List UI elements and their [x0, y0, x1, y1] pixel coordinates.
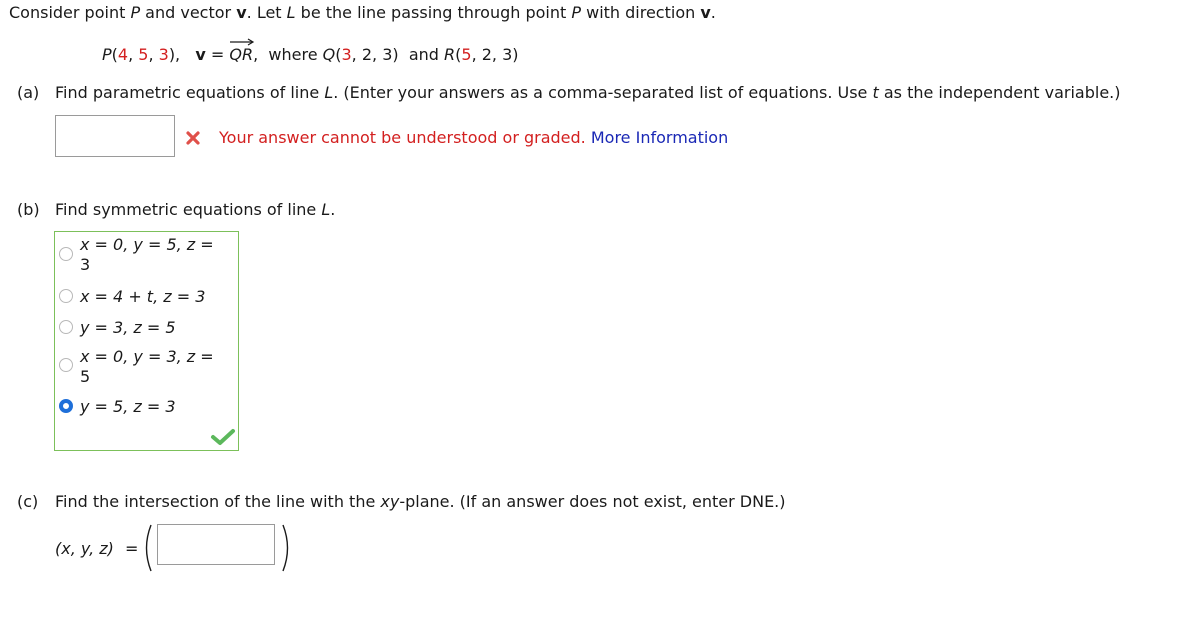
q-text: -plane. (If an answer does not exist, enter DNE.) [399, 492, 786, 511]
paren: ) [512, 45, 519, 64]
sep: , [148, 45, 159, 64]
x-mark-icon [186, 131, 200, 145]
line-L: L [324, 83, 334, 102]
q-coord: 3 [341, 45, 352, 64]
where-text: where [268, 45, 323, 64]
paren: ( [335, 45, 342, 64]
intro-text: and vector [140, 3, 237, 22]
radio-option-5-selected[interactable] [59, 399, 73, 413]
q-text: . [330, 200, 336, 219]
error-text: Your answer cannot be understood or graded. [219, 128, 586, 147]
option-1-line1: x = 0, y = 5, z = [80, 235, 214, 254]
point-R: R [444, 45, 456, 64]
and-text: and [408, 45, 444, 64]
problem-statement [9, 3, 716, 22]
sep: , [351, 45, 362, 64]
part-a-answer-input[interactable] [55, 115, 175, 157]
sep: , [471, 45, 482, 64]
more-information-link[interactable]: More Information [590, 128, 729, 147]
r-coord: 3 [502, 45, 513, 64]
option-4-line2: 5 [80, 367, 91, 386]
xy-text: xy [380, 492, 400, 511]
part-c-label: (c) [17, 492, 39, 511]
q-text: Find symmetric equations of line [55, 200, 322, 219]
intro-text: . Let [246, 3, 287, 22]
vector-QR [229, 45, 253, 64]
sep: , [372, 45, 383, 64]
option-5-line1: y = 5, z = 3 [80, 397, 176, 416]
q-coord: 3 [382, 45, 393, 64]
xyz-label: (x, y, z) [55, 539, 114, 558]
comma: , [253, 45, 259, 64]
part-b-question [55, 200, 335, 219]
option-4-line1: x = 0, y = 3, z = [80, 347, 214, 366]
intro-v: v [236, 3, 247, 22]
radio-option-1[interactable] [59, 247, 73, 261]
option-3-line1: y = 3, z = 5 [80, 318, 176, 337]
part-b-label: (b) [17, 200, 40, 219]
line-L: L [321, 200, 331, 219]
part-c-answer-input[interactable] [157, 524, 275, 565]
radio-option-4[interactable] [59, 358, 73, 372]
sep: , [128, 45, 139, 64]
vector-v: v [195, 45, 206, 64]
paren: ) [392, 45, 399, 64]
arrow-icon [229, 38, 255, 46]
part-c-question [55, 492, 786, 511]
var-t: t [872, 83, 879, 102]
paren: ), [168, 45, 181, 64]
part-a-label: (a) [17, 83, 40, 102]
intro-v: v [700, 3, 711, 22]
intro-text: Consider point [9, 3, 131, 22]
intro-L: L [286, 3, 296, 22]
point-P: P [102, 45, 112, 64]
equals: = [205, 45, 230, 64]
equals-sign: = [125, 539, 139, 558]
paren: ( [111, 45, 118, 64]
p-coord: 5 [138, 45, 149, 64]
q-text: as the independent variable.) [878, 83, 1121, 102]
r-coord: 5 [461, 45, 472, 64]
q-text: Find parametric equations of line [55, 83, 325, 102]
intro-text: . [710, 3, 716, 22]
intro-P: P [571, 3, 582, 22]
intro-P: P [130, 3, 141, 22]
radio-option-3[interactable] [59, 320, 73, 334]
radio-option-2[interactable] [59, 289, 73, 303]
paren: ( [455, 45, 462, 64]
intro-text: with direction [581, 3, 701, 22]
qr-text: QR [229, 45, 254, 64]
p-coord: 4 [117, 45, 129, 64]
option-1-line2: 3 [80, 255, 91, 274]
feedback-message [219, 128, 728, 147]
q-text: Find the intersection of the line with the [55, 492, 381, 511]
part-a-question [55, 83, 1121, 102]
r-coord: 2 [481, 45, 492, 64]
left-paren-icon [140, 523, 154, 573]
sep: , [491, 45, 503, 64]
intro-text: be the line passing through point [295, 3, 572, 22]
checkmark-icon [210, 428, 236, 446]
option-2-line1: x = 4 + t, z = 3 [80, 287, 206, 306]
q-coord: 2 [361, 45, 373, 64]
point-Q: Q [322, 45, 336, 64]
p-coord: 3 [158, 45, 169, 64]
q-text: . (Enter your answers as a comma-separated list of equations. Use [333, 83, 873, 102]
right-paren-icon [280, 523, 294, 573]
given-data [102, 45, 519, 64]
